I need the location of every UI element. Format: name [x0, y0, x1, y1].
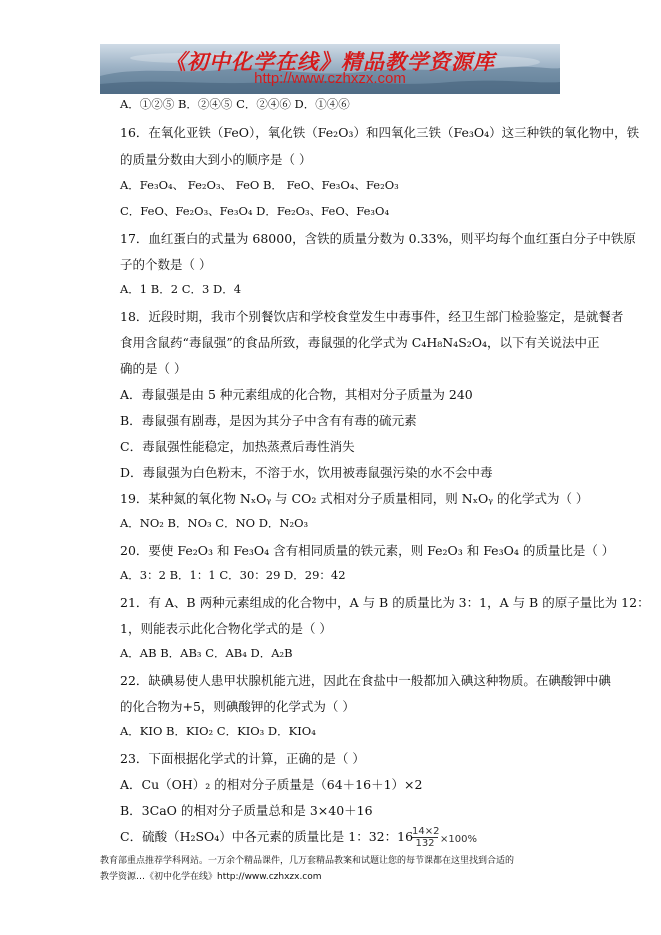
banner-title: 《初中化学在线》精品教学资源库: [165, 49, 495, 74]
q23-option-c: C．硫酸（H₂SO₄）中各元素的质量比是 1：32：16: [120, 829, 414, 844]
q18-option-a: A．毒鼠强是由 5 种元素组成的化合物，其相对分子质量为 240: [120, 387, 473, 402]
q16-stem-1: 16．在氧化亚铁（FeO），氧化铁（Fe₂O₃）和四氧化三铁（Fe₃O₄）这三种铁的氧化物中，铁: [120, 125, 640, 140]
q23-option-b: B．3CaO 的相对分子质量总和是 3×40＋16: [120, 803, 373, 818]
q22-options: A．KIO B．KIO₂ C．KIO₃ D．KIO₄: [120, 724, 316, 738]
q17-options: A．1 B．2 C．3 D．4: [120, 282, 242, 296]
q20-options: A．3：2 B．1：1 C．30：29 D．29：42: [120, 568, 346, 582]
banner-url-link[interactable]: http://www.czhxzx.com: [254, 70, 406, 87]
q21-stem-2: 1，则能表示此化合物化学式的是（ ）: [120, 621, 332, 636]
q23-option-a: A．Cu（OH）₂ 的相对分子质量是（64＋16＋1）×2: [120, 777, 423, 792]
q18-option-b: B．毒鼠强有剧毒，是因为其分子中含有有毒的硫元素: [120, 413, 417, 428]
q18-stem-3: 确的是（ ）: [120, 361, 187, 376]
q18-stem-1: 18．近段时期，我市个别餐饮店和学校食堂发生中毒事件，经卫生部门检验鉴定，是就餐者: [120, 309, 624, 324]
q21-stem-1: 21．有 A、B 两种元素组成的化合物中，A 与 B 的质量比为 3：1，A 与 B 的原子量比为 12：: [120, 595, 650, 610]
q20-stem: 20．要使 Fe₂O₃ 和 Fe₃O₄ 含有相同质量的铁元素，则 Fe₂O₃ 和 Fe₃O₄ 的质量比是（ ）: [120, 543, 615, 558]
q17-stem-1: 17．血红蛋白的式量为 68000，含铁的质量分数为 0.33%，则平均每个血红蛋白分子中铁原: [120, 231, 636, 246]
fraction-numerator: 14×2: [412, 826, 440, 837]
q16-options-1: A．Fe₃O₄、 Fe₂O₃、 FeO B． FeO、Fe₃O₄、Fe₂O₃: [120, 178, 399, 192]
q18-option-d: D．毒鼠强为白色粉末，不溶于水，饮用被毒鼠强污染的水不会中毒: [120, 465, 493, 480]
q16-options-2: C．FeO、Fe₂O₃、Fe₃O₄ D．Fe₂O₃、FeO、Fe₃O₄: [120, 204, 390, 218]
q18-stem-2: 食用含鼠药“毒鼠强”的食品所致，毒鼠强的化学式为 C₄H₈N₄S₂O₄，以下有关说法中正: [120, 335, 600, 350]
q22-stem-1: 22．缺碘易使人患甲状腺机能亢进，因此在食盐中一般都加入碘这种物质。在碘酸钾中碘: [120, 673, 611, 688]
fraction-suffix: ×100%: [440, 834, 477, 845]
footer-line-2: 教学资源…《初中化学在线》http://www.czhxzx.com: [100, 872, 322, 882]
page-footer: [100, 853, 570, 885]
header-banner: [100, 44, 560, 94]
q19-options: A．NO₂ B．NO₃ C．NO D．N₂O₃: [120, 516, 309, 530]
fraction-formula: [412, 826, 438, 849]
footer-line-1: 教育部重点推荐学科网站。一万余个精品课件，几万套精品教案和试题让您的每节课都在这里找到合适的: [100, 856, 515, 866]
q22-stem-2: 的化合物为+5，则碘酸钾的化学式为（ ）: [120, 699, 355, 714]
q19-stem: 19．某种氮的氧化物 NₓOᵧ 与 CO₂ 式相对分子质量相同，则 NₓOᵧ 的化学式为（ ）: [120, 491, 589, 506]
q16-stem-2: 的质量分数由大到小的顺序是（ ）: [120, 152, 312, 167]
q23-stem: 23．下面根据化学式的计算，正确的是（ ）: [120, 751, 365, 766]
q18-option-c: C．毒鼠强性能稳定，加热蒸煮后毒性消失: [120, 439, 355, 454]
q15-options: A．①②⑤ B．②④⑤ C．②④⑥ D．①④⑥: [120, 97, 350, 111]
q21-options: A．AB B．AB₃ C．AB₄ D．A₂B: [120, 646, 293, 660]
fraction-denominator: 132: [415, 838, 435, 849]
q17-stem-2: 子的个数是（ ）: [120, 257, 212, 272]
